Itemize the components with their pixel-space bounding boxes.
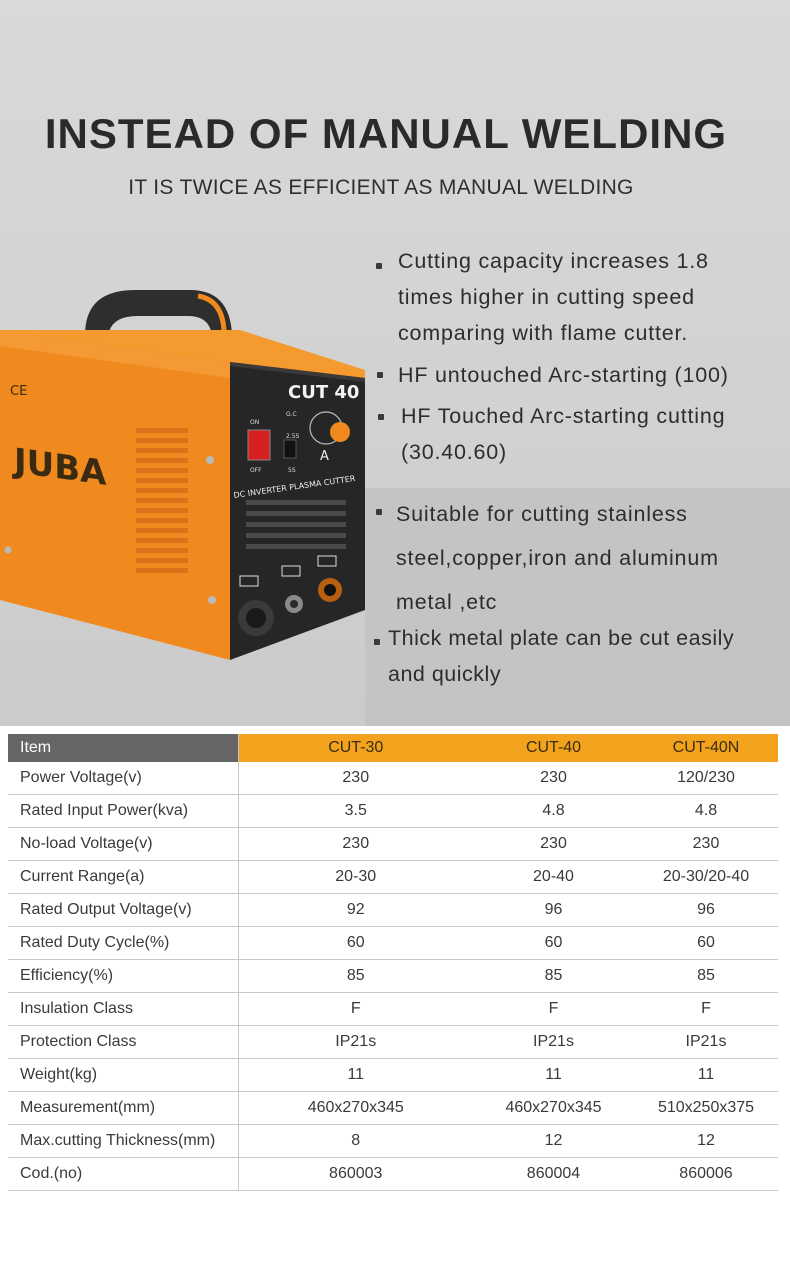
- table-row: [8, 960, 778, 993]
- cell-value: 96: [634, 894, 778, 927]
- cell-value: 85: [473, 960, 634, 993]
- row-label: No-load Voltage(v): [8, 828, 238, 861]
- cell-value: 230: [473, 762, 634, 795]
- feature-item: [388, 620, 734, 692]
- feature-line: HF untouched Arc-starting (100): [398, 363, 729, 387]
- cell-value: 11: [634, 1059, 778, 1092]
- table-row: [8, 993, 778, 1026]
- feature-line: HF Touched Arc-starting cutting: [401, 404, 726, 428]
- feature-item: [398, 243, 709, 351]
- cell-value: F: [634, 993, 778, 1026]
- table-header-row: [8, 734, 778, 762]
- row-label: Cod.(no): [8, 1158, 238, 1191]
- table-row: [8, 828, 778, 861]
- bullet-icon: [377, 372, 383, 378]
- cell-value: 3.5: [238, 795, 473, 828]
- column-header-item: Item: [8, 734, 238, 762]
- cell-value: 860006: [634, 1158, 778, 1191]
- cell-value: 60: [238, 927, 473, 960]
- table-row: [8, 1026, 778, 1059]
- cell-value: 4.8: [473, 795, 634, 828]
- feature-line: Thick metal plate can be cut easily: [388, 626, 735, 650]
- cell-value: 11: [473, 1059, 634, 1092]
- row-label: Rated Output Voltage(v): [8, 894, 238, 927]
- cell-value: 460x270x345: [473, 1092, 634, 1125]
- cell-value: 230: [238, 762, 473, 795]
- cell-value: 230: [473, 828, 634, 861]
- cell-value: 4.8: [634, 795, 778, 828]
- svg-text:ON: ON: [250, 419, 260, 426]
- row-label: Rated Input Power(kva): [8, 795, 238, 828]
- feature-line: steel,copper,iron and aluminum: [396, 546, 719, 570]
- row-label: Power Voltage(v): [8, 762, 238, 795]
- bullet-icon: [376, 263, 382, 269]
- svg-text:G.C: G.C: [286, 411, 297, 418]
- row-label: Efficiency(%): [8, 960, 238, 993]
- svg-text:DC INVERTER PLASMA CUTTER: DC INVERTER PLASMA CUTTER: [233, 473, 356, 500]
- svg-text:CUT 40: CUT 40: [288, 382, 360, 403]
- svg-text:5S: 5S: [288, 467, 296, 474]
- cell-value: 20-30/20-40: [634, 861, 778, 894]
- row-label: Current Range(a): [8, 861, 238, 894]
- feature-line: Cutting capacity increases 1.8: [398, 249, 709, 273]
- ce-mark: CE: [10, 384, 28, 399]
- row-label: Max.cutting Thickness(mm): [8, 1125, 238, 1158]
- cell-value: F: [473, 993, 634, 1026]
- cell-value: F: [238, 993, 473, 1026]
- feature-item: [398, 357, 729, 393]
- feature-item: [396, 492, 719, 624]
- table-row: [8, 894, 778, 927]
- column-header-cut40n: CUT-40N: [634, 734, 778, 762]
- svg-text:2.5S: 2.5S: [286, 433, 300, 440]
- cell-value: 120/230: [634, 762, 778, 795]
- spec-table: [8, 734, 778, 1191]
- cell-value: IP21s: [238, 1026, 473, 1059]
- cell-value: 11: [238, 1059, 473, 1092]
- table-row: [8, 1125, 778, 1158]
- cell-value: 60: [473, 927, 634, 960]
- feature-line: Suitable for cutting stainless: [396, 502, 688, 526]
- feature-line: metal ,etc: [396, 590, 498, 614]
- row-label: Protection Class: [8, 1026, 238, 1059]
- cell-value: 860003: [238, 1158, 473, 1191]
- cell-value: 510x250x375: [634, 1092, 778, 1125]
- table-row: [8, 762, 778, 795]
- cell-value: 12: [473, 1125, 634, 1158]
- cell-value: 20-40: [473, 861, 634, 894]
- row-label: Insulation Class: [8, 993, 238, 1026]
- feature-line: times higher in cutting speed: [398, 285, 695, 309]
- brand-logo: JUBA: [14, 441, 107, 494]
- cell-value: 85: [238, 960, 473, 993]
- table-row: [8, 927, 778, 960]
- cell-value: 12: [634, 1125, 778, 1158]
- cell-value: IP21s: [634, 1026, 778, 1059]
- svg-text:A: A: [320, 449, 329, 464]
- row-label: Weight(kg): [8, 1059, 238, 1092]
- page-subtitle: IT IS TWICE AS EFFICIENT AS MANUAL WELDING: [128, 176, 634, 199]
- table-row: [8, 1059, 778, 1092]
- feature-item: [401, 398, 725, 470]
- bullet-icon: [378, 414, 384, 420]
- cell-value: 460x270x345: [238, 1092, 473, 1125]
- page-title: INSTEAD OF MANUAL WELDING: [44, 110, 728, 157]
- cell-value: 860004: [473, 1158, 634, 1191]
- cell-value: 92: [238, 894, 473, 927]
- cell-value: IP21s: [473, 1026, 634, 1059]
- feature-line: comparing with flame cutter.: [398, 321, 689, 345]
- table-row: [8, 1158, 778, 1191]
- cell-value: 20-30: [238, 861, 473, 894]
- cell-value: 60: [634, 927, 778, 960]
- cell-value: 85: [634, 960, 778, 993]
- cell-value: 8: [238, 1125, 473, 1158]
- svg-text:OFF: OFF: [250, 467, 262, 474]
- column-header-cut40: CUT-40: [473, 734, 634, 762]
- cell-value: 96: [473, 894, 634, 927]
- plasma-cutter-image: [0, 270, 370, 670]
- feature-line: (30.40.60): [401, 440, 508, 464]
- table-row: [8, 795, 778, 828]
- table-row: [8, 1092, 778, 1125]
- cell-value: 230: [238, 828, 473, 861]
- feature-line: and quickly: [388, 662, 502, 686]
- row-label: Measurement(mm): [8, 1092, 238, 1125]
- bullet-icon: [376, 509, 382, 515]
- bullet-icon: [374, 639, 380, 645]
- table-row: [8, 861, 778, 894]
- cell-value: 230: [634, 828, 778, 861]
- column-header-cut30: CUT-30: [238, 734, 473, 762]
- row-label: Rated Duty Cycle(%): [8, 927, 238, 960]
